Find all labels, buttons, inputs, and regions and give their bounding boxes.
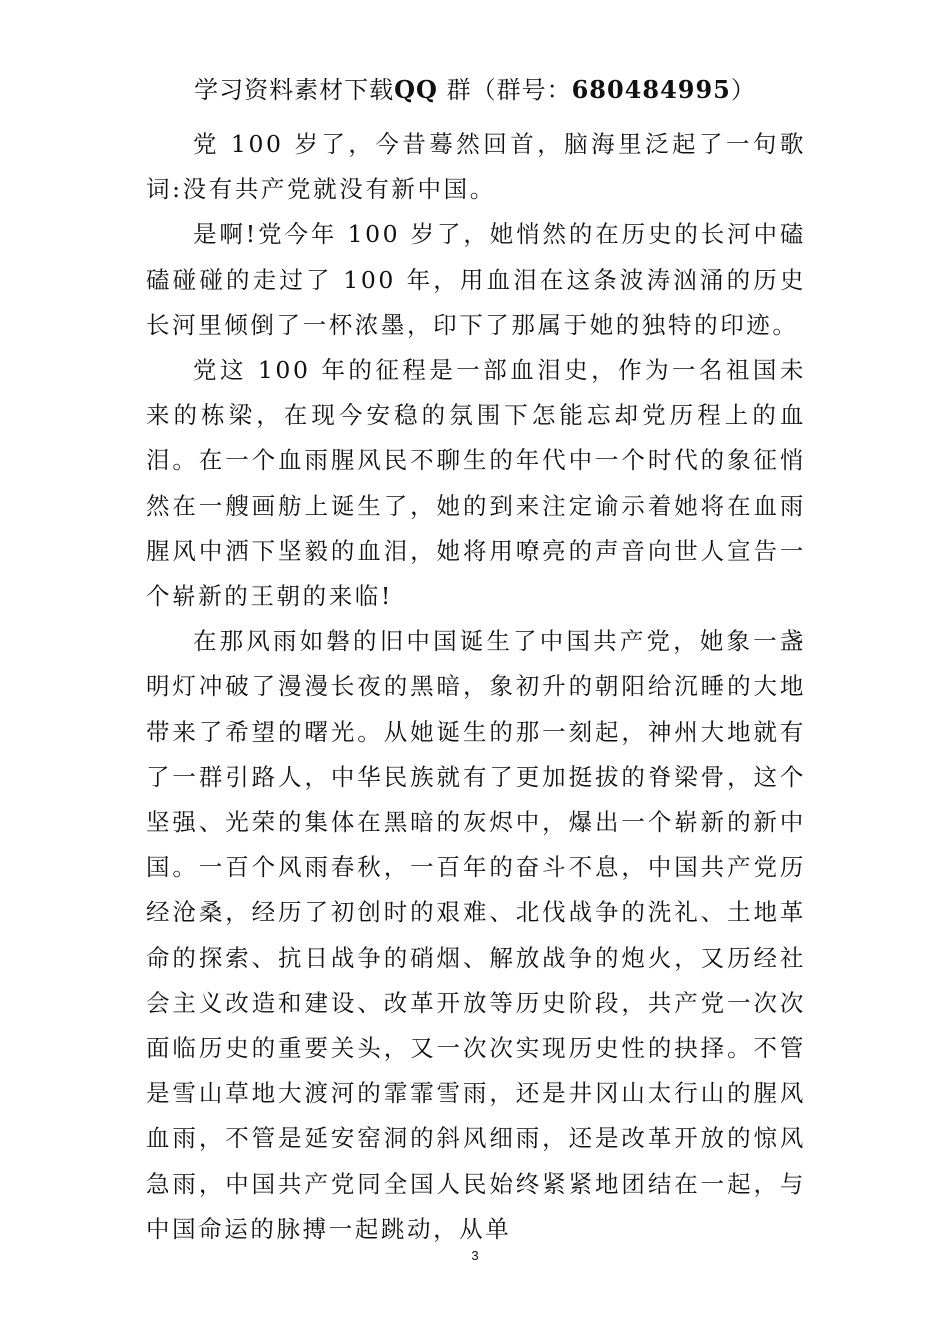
paragraph-3: 党这 100 年的征程是一部血泪史，作为一名祖国未来的栋梁，在现今安稳的氛围下怎能忘却党历程上的血泪。在一个血雨腥风民不聊生的年代中一个时代的象征悄然在一艘画舫上诞生了，她的到来注定谕示着她将在血雨腥风中洒下坚毅的血泪，她将用嘹亮的声音向世人宣告一个崭新的王朝的来临! [146,356,806,611]
paragraph-1: 党 100 岁了，今昔蓦然回首，脑海里泛起了一句歌词:没有共产党就没有新中国。 [146,130,806,204]
paragraph-4: 在那风雨如磐的旧中国诞生了中国共产党，她象一盏明灯冲破了漫漫长夜的黑暗，象初升的朝阳给沉睡的大地带来了希望的曙光。从她诞生的那一刻起，神州大地就有了一群引路人，中华民族就有了更加挺拔的脊梁骨，这个坚强、光荣的集体在黑暗的灰烬中，爆出一个崭新的新中国。一百个风雨春秋，一百年的奋斗不息，中国共产党历经沧桑，经历了初创时的艰难、北伐战争的洗礼、土地革命的探索、抗日战争的硝烟、解放战争的炮火，又历经社会主义改造和建设、改革开放等历史阶段，共产党一次次面临历史的重要关头，又一次次实现历史性的抉择。不管是雪山草地大渡河的霏霏雪雨，还是井冈山太行山的腥风血雨，不管是延安窑洞的斜风细雨，还是改革开放的惊风急雨，中国共产党同全国人民始终紧紧地团结在一起，与中国命运的脉搏一起跳动，从单 [146,627,806,1243]
header-group-number: 680484995 [571,75,731,104]
header-middle: 群（群号： [437,76,572,104]
header-qq: QQ [394,75,438,104]
body-text [146,122,806,1252]
page-number: 3 [471,1248,479,1263]
paragraph-2: 是啊!党今年 100 岁了，她悄然的在历史的长河中磕磕碰碰的走过了 100 年，用血泪在这条波涛汹涌的历史长河里倾倒了一杯浓墨，印下了那属于她的独特的印迹。 [146,220,806,339]
header-suffix: ） [730,76,756,104]
page-header [0,72,950,108]
header-prefix: 学习资料素材下载 [194,76,395,104]
